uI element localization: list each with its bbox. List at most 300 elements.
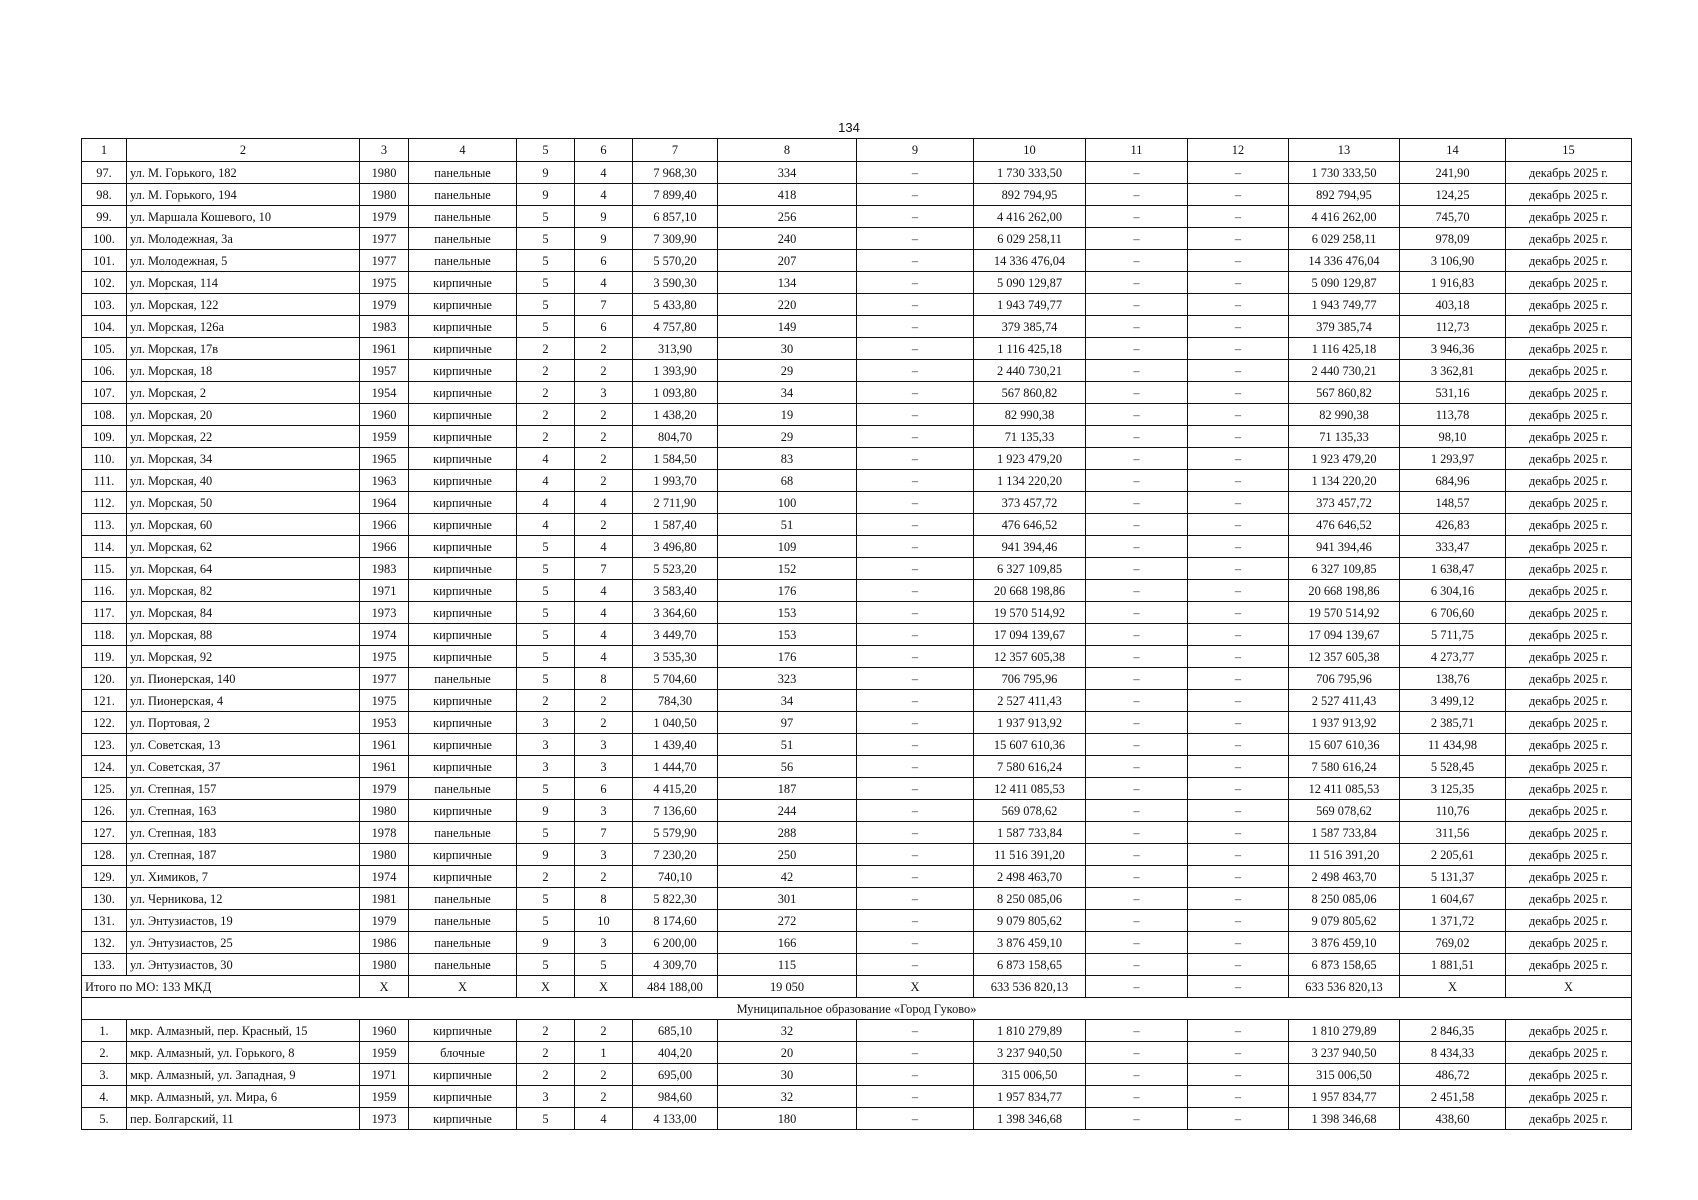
table-cell: декабрь 2025 г.: [1506, 360, 1632, 382]
table-cell: 6 200,00: [633, 932, 718, 954]
table-cell: ул. Молодежная, 5: [127, 250, 360, 272]
table-cell: 3 364,60: [633, 602, 718, 624]
table-cell: 15 607 610,36: [1289, 734, 1400, 756]
table-cell: 1 957 834,77: [1289, 1086, 1400, 1108]
table-cell: 941 394,46: [1289, 536, 1400, 558]
table-cell: 148,57: [1400, 492, 1506, 514]
table-row: [82, 536, 1632, 558]
table-cell: 7: [575, 294, 633, 316]
table-cell: 122.: [82, 712, 127, 734]
table-cell: 3 876 459,10: [974, 932, 1086, 954]
table-cell: ул. Энтузиастов, 25: [127, 932, 360, 954]
table-cell: ул. Портовая, 2: [127, 712, 360, 734]
table-cell: 6 327 109,85: [1289, 558, 1400, 580]
table-cell: декабрь 2025 г.: [1506, 558, 1632, 580]
table-cell: ул. Морская, 40: [127, 470, 360, 492]
table-cell: 5 090 129,87: [974, 272, 1086, 294]
table-cell: 3 237 940,50: [974, 1042, 1086, 1064]
table-cell: 20 668 198,86: [974, 580, 1086, 602]
table-cell: 9: [575, 228, 633, 250]
table-cell: 4: [575, 492, 633, 514]
table-cell: 1 438,20: [633, 404, 718, 426]
table-row: [82, 360, 1632, 382]
table-cell: –: [1188, 184, 1289, 206]
table-row: [82, 866, 1632, 888]
table-cell: декабрь 2025 г.: [1506, 624, 1632, 646]
table-cell: декабрь 2025 г.: [1506, 602, 1632, 624]
table-cell: 5: [517, 139, 575, 162]
table-cell: –: [1086, 734, 1188, 756]
table-cell: 6 029 258,11: [1289, 228, 1400, 250]
table-cell: 1 587,40: [633, 514, 718, 536]
table-cell: 567 860,82: [1289, 382, 1400, 404]
table-cell: –: [1188, 932, 1289, 954]
table-cell: –: [1188, 580, 1289, 602]
table-cell: –: [857, 866, 974, 888]
table-cell: –: [1188, 536, 1289, 558]
table-row: [82, 844, 1632, 866]
table-cell: –: [857, 1086, 974, 1108]
table-cell: 187: [718, 778, 857, 800]
table-cell: 124.: [82, 756, 127, 778]
table-row: [82, 624, 1632, 646]
table-row: [82, 778, 1632, 800]
table-cell: –: [1188, 338, 1289, 360]
table-cell: 2: [575, 866, 633, 888]
table-cell: 1971: [360, 580, 409, 602]
table-cell: 1978: [360, 822, 409, 844]
table-cell: 2: [575, 1064, 633, 1086]
table-cell: 1974: [360, 866, 409, 888]
table-cell: 138,76: [1400, 668, 1506, 690]
table-row: [82, 382, 1632, 404]
table-cell: 3: [517, 734, 575, 756]
table-cell: декабрь 2025 г.: [1506, 294, 1632, 316]
table-cell: 1960: [360, 404, 409, 426]
table-cell: 476 646,52: [1289, 514, 1400, 536]
table-cell: 2: [127, 139, 360, 162]
table-cell: 1 730 333,50: [1289, 162, 1400, 184]
table-cell: кирпичные: [409, 844, 517, 866]
table-cell: 2: [517, 426, 575, 448]
table-cell: –: [1188, 778, 1289, 800]
table-cell: X: [575, 976, 633, 998]
table-cell: 4: [575, 1108, 633, 1130]
table-cell: –: [857, 690, 974, 712]
table-cell: 1953: [360, 712, 409, 734]
table-cell: 82 990,38: [1289, 404, 1400, 426]
table-cell: ул. Энтузиастов, 30: [127, 954, 360, 976]
table-cell: 10: [575, 910, 633, 932]
table-cell: 12 411 085,53: [1289, 778, 1400, 800]
table-cell: декабрь 2025 г.: [1506, 888, 1632, 910]
table-row: [82, 756, 1632, 778]
table-cell: 2: [575, 404, 633, 426]
table-cell: 3: [575, 844, 633, 866]
table-row: [82, 558, 1632, 580]
table-cell: кирпичные: [409, 756, 517, 778]
table-cell: 1977: [360, 250, 409, 272]
table-cell: 176: [718, 646, 857, 668]
table-cell: –: [1086, 448, 1188, 470]
table-cell: 4: [575, 272, 633, 294]
table-cell: 176: [718, 580, 857, 602]
table-cell: ул. Морская, 88: [127, 624, 360, 646]
table-cell: –: [1188, 250, 1289, 272]
table-cell: 2.: [82, 1042, 127, 1064]
table-cell: X: [517, 976, 575, 998]
table-cell: 1 923 479,20: [974, 448, 1086, 470]
table-cell: декабрь 2025 г.: [1506, 1064, 1632, 1086]
table-cell: ул. Морская, 62: [127, 536, 360, 558]
table-cell: 1959: [360, 1042, 409, 1064]
table-cell: –: [1086, 206, 1188, 228]
table-cell: 115.: [82, 558, 127, 580]
table-cell: 6: [575, 139, 633, 162]
table-cell: 333,47: [1400, 536, 1506, 558]
table-cell: 2 385,71: [1400, 712, 1506, 734]
table-cell: 633 536 820,13: [974, 976, 1086, 998]
table-cell: 3: [575, 382, 633, 404]
table-cell: 29: [718, 360, 857, 382]
table-cell: кирпичные: [409, 1020, 517, 1042]
table-cell: кирпичные: [409, 316, 517, 338]
table-cell: 8 174,60: [633, 910, 718, 932]
table-cell: 9: [517, 932, 575, 954]
table-cell: 120.: [82, 668, 127, 690]
table-cell: 1954: [360, 382, 409, 404]
table-cell: –: [1188, 1064, 1289, 1086]
table-cell: –: [857, 228, 974, 250]
table-cell: 9: [517, 844, 575, 866]
table-cell: 2 527 411,43: [974, 690, 1086, 712]
table-cell: мкр. Алмазный, ул. Западная, 9: [127, 1064, 360, 1086]
table-cell: 8: [575, 668, 633, 690]
table-cell: 984,60: [633, 1086, 718, 1108]
table-cell: 1 444,70: [633, 756, 718, 778]
table-cell: 98.: [82, 184, 127, 206]
table-cell: 240: [718, 228, 857, 250]
table-cell: декабрь 2025 г.: [1506, 492, 1632, 514]
table-cell: 1971: [360, 1064, 409, 1086]
table-row: [82, 668, 1632, 690]
table-cell: 4 309,70: [633, 954, 718, 976]
table-cell: 118.: [82, 624, 127, 646]
table-cell: 941 394,46: [974, 536, 1086, 558]
table-cell: 3 946,36: [1400, 338, 1506, 360]
table-cell: 4 415,20: [633, 778, 718, 800]
table-cell: 109: [718, 536, 857, 558]
table-cell: 1 093,80: [633, 382, 718, 404]
table-cell: –: [1188, 316, 1289, 338]
table-cell: 1983: [360, 316, 409, 338]
table-cell: 438,60: [1400, 1108, 1506, 1130]
table-cell: 11 516 391,20: [974, 844, 1086, 866]
table-cell: 103.: [82, 294, 127, 316]
table-row: [82, 272, 1632, 294]
table-cell: 1 134 220,20: [1289, 470, 1400, 492]
table-cell: 8 250 085,06: [1289, 888, 1400, 910]
table-cell: X: [1400, 976, 1506, 998]
table-cell: 2: [517, 338, 575, 360]
table-cell: кирпичные: [409, 448, 517, 470]
table-cell: 4: [517, 470, 575, 492]
table-cell: 373 457,72: [1289, 492, 1400, 514]
table-cell: 2: [517, 360, 575, 382]
table-cell: 5 523,20: [633, 558, 718, 580]
table-cell: –: [1188, 558, 1289, 580]
table-row: [82, 954, 1632, 976]
table-cell: –: [1086, 558, 1188, 580]
table-cell: ул. Морская, 18: [127, 360, 360, 382]
table-cell: 531,16: [1400, 382, 1506, 404]
table-cell: кирпичные: [409, 866, 517, 888]
table-cell: кирпичные: [409, 492, 517, 514]
table-cell: 5: [517, 954, 575, 976]
table-cell: декабрь 2025 г.: [1506, 1086, 1632, 1108]
table-cell: 34: [718, 382, 857, 404]
table-cell: 153: [718, 624, 857, 646]
table-cell: 6 029 258,11: [974, 228, 1086, 250]
table-cell: 3 449,70: [633, 624, 718, 646]
table-cell: ул. Химиков, 7: [127, 866, 360, 888]
table-cell: 9: [517, 162, 575, 184]
table-cell: декабрь 2025 г.: [1506, 404, 1632, 426]
table-cell: 5 579,90: [633, 822, 718, 844]
table-cell: 1 730 333,50: [974, 162, 1086, 184]
table-cell: –: [857, 1064, 974, 1086]
table-cell: 1979: [360, 910, 409, 932]
table-cell: панельные: [409, 668, 517, 690]
table-cell: 2 440 730,21: [1289, 360, 1400, 382]
table-cell: 3: [575, 800, 633, 822]
table-cell: ул. Морская, 64: [127, 558, 360, 580]
table-cell: –: [857, 668, 974, 690]
table-cell: –: [857, 558, 974, 580]
table-cell: кирпичные: [409, 360, 517, 382]
table-cell: 3.: [82, 1064, 127, 1086]
table-cell: 4 133,00: [633, 1108, 718, 1130]
table-cell: –: [1086, 888, 1188, 910]
table-cell: 1 923 479,20: [1289, 448, 1400, 470]
table-cell: ул. Степная, 187: [127, 844, 360, 866]
table-cell: кирпичные: [409, 470, 517, 492]
table-cell: 2 498 463,70: [974, 866, 1086, 888]
table-cell: 633 536 820,13: [1289, 976, 1400, 998]
table-cell: 29: [718, 426, 857, 448]
table-cell: –: [857, 184, 974, 206]
table-row: [82, 712, 1632, 734]
table-cell: –: [857, 734, 974, 756]
table-cell: –: [1086, 492, 1188, 514]
table-cell: 2: [517, 1042, 575, 1064]
table-cell: 12 411 085,53: [974, 778, 1086, 800]
table-cell: декабрь 2025 г.: [1506, 712, 1632, 734]
table-row: [82, 184, 1632, 206]
table-cell: 108.: [82, 404, 127, 426]
table-row: [82, 404, 1632, 426]
table-cell: 1 040,50: [633, 712, 718, 734]
table-row: [82, 514, 1632, 536]
table-cell: 123.: [82, 734, 127, 756]
table-row: [82, 580, 1632, 602]
table-cell: –: [1086, 756, 1188, 778]
table-cell: кирпичные: [409, 272, 517, 294]
table-cell: 769,02: [1400, 932, 1506, 954]
table-cell: 1961: [360, 756, 409, 778]
table-cell: –: [1086, 1086, 1188, 1108]
table-cell: ул. М. Горького, 182: [127, 162, 360, 184]
table-cell: 51: [718, 514, 857, 536]
section-title: Муниципальное образование «Город Гуково»: [82, 998, 1632, 1020]
table-cell: декабрь 2025 г.: [1506, 514, 1632, 536]
table-cell: 14: [1400, 139, 1506, 162]
table-cell: ул. Молодежная, 3а: [127, 228, 360, 250]
table-cell: 2: [575, 448, 633, 470]
table-row: [82, 1108, 1632, 1130]
table-cell: 379 385,74: [974, 316, 1086, 338]
table-cell: 5: [517, 778, 575, 800]
table-cell: 7 230,20: [633, 844, 718, 866]
table-cell: –: [1188, 360, 1289, 382]
table-cell: ул. Морская, 34: [127, 448, 360, 470]
table-cell: ул. М. Горького, 194: [127, 184, 360, 206]
table-cell: –: [1188, 1020, 1289, 1042]
table-cell: 106.: [82, 360, 127, 382]
table-cell: –: [857, 1020, 974, 1042]
table-cell: 98,10: [1400, 426, 1506, 448]
table-cell: –: [1188, 910, 1289, 932]
table-cell: 105.: [82, 338, 127, 360]
table-cell: 3 106,90: [1400, 250, 1506, 272]
table-cell: декабрь 2025 г.: [1506, 822, 1632, 844]
table-cell: 102.: [82, 272, 127, 294]
table-cell: –: [857, 316, 974, 338]
table-cell: декабрь 2025 г.: [1506, 910, 1632, 932]
table-cell: 1 810 279,89: [974, 1020, 1086, 1042]
table-cell: 9 079 805,62: [974, 910, 1086, 932]
table-cell: –: [1086, 822, 1188, 844]
table-cell: 5: [517, 250, 575, 272]
table-cell: 1975: [360, 690, 409, 712]
table-cell: –: [1086, 514, 1188, 536]
table-cell: 4: [409, 139, 517, 162]
table-cell: 2 451,58: [1400, 1086, 1506, 1108]
table-cell: 1 957 834,77: [974, 1086, 1086, 1108]
table-cell: кирпичные: [409, 294, 517, 316]
table-cell: 315 006,50: [1289, 1064, 1400, 1086]
table-cell: 1980: [360, 162, 409, 184]
table-cell: 14 336 476,04: [974, 250, 1086, 272]
table-cell: 403,18: [1400, 294, 1506, 316]
table-cell: –: [857, 382, 974, 404]
table-cell: мкр. Алмазный, ул. Горького, 8: [127, 1042, 360, 1064]
table-cell: 5: [575, 954, 633, 976]
table-cell: кирпичные: [409, 1108, 517, 1130]
table-cell: 892 794,95: [1289, 184, 1400, 206]
table-cell: Итого по МО: 133 МКД: [82, 976, 360, 998]
table-cell: ул. Морская, 92: [127, 646, 360, 668]
table-cell: 4: [575, 184, 633, 206]
table-cell: кирпичные: [409, 338, 517, 360]
table-cell: –: [1086, 228, 1188, 250]
table-cell: 3 499,12: [1400, 690, 1506, 712]
table-cell: 1980: [360, 800, 409, 822]
table-cell: 20: [718, 1042, 857, 1064]
table-cell: 4: [575, 536, 633, 558]
table-cell: кирпичные: [409, 536, 517, 558]
table-cell: 5: [517, 294, 575, 316]
table-cell: 20 668 198,86: [1289, 580, 1400, 602]
table-row: [82, 932, 1632, 954]
table-cell: кирпичные: [409, 580, 517, 602]
table-cell: 1 916,83: [1400, 272, 1506, 294]
table-row: [82, 1064, 1632, 1086]
table-cell: –: [857, 360, 974, 382]
table-cell: 1980: [360, 954, 409, 976]
table-cell: 2: [517, 404, 575, 426]
table-cell: –: [1188, 888, 1289, 910]
table-cell: декабрь 2025 г.: [1506, 316, 1632, 338]
table-cell: декабрь 2025 г.: [1506, 734, 1632, 756]
table-cell: ул. Черникова, 12: [127, 888, 360, 910]
table-cell: декабрь 2025 г.: [1506, 206, 1632, 228]
table-cell: 2: [517, 1020, 575, 1042]
table-cell: –: [857, 536, 974, 558]
table-cell: 272: [718, 910, 857, 932]
table-row: [82, 910, 1632, 932]
table-cell: кирпичные: [409, 404, 517, 426]
table-cell: кирпичные: [409, 690, 517, 712]
table-cell: –: [1188, 734, 1289, 756]
table-cell: 2: [575, 470, 633, 492]
total-row: [82, 976, 1632, 998]
table-cell: 100.: [82, 228, 127, 250]
table-cell: 3 535,30: [633, 646, 718, 668]
table-cell: 695,00: [633, 1064, 718, 1086]
table-cell: –: [1188, 162, 1289, 184]
table-cell: 4 273,77: [1400, 646, 1506, 668]
table-cell: –: [857, 492, 974, 514]
table-cell: –: [1188, 426, 1289, 448]
table-cell: 6 327 109,85: [974, 558, 1086, 580]
table-cell: 1 116 425,18: [974, 338, 1086, 360]
table-row: [82, 338, 1632, 360]
table-cell: 2: [575, 1086, 633, 1108]
table-cell: 241,90: [1400, 162, 1506, 184]
table-row: [82, 448, 1632, 470]
table-cell: –: [1188, 668, 1289, 690]
table-cell: 706 795,96: [1289, 668, 1400, 690]
table-cell: –: [857, 1108, 974, 1130]
table-cell: –: [1188, 844, 1289, 866]
table-cell: 7: [575, 822, 633, 844]
table-cell: –: [1188, 514, 1289, 536]
table-cell: декабрь 2025 г.: [1506, 272, 1632, 294]
table-cell: 8: [718, 139, 857, 162]
table-cell: 2: [517, 690, 575, 712]
table-cell: панельные: [409, 250, 517, 272]
table-cell: кирпичные: [409, 602, 517, 624]
table-cell: –: [857, 470, 974, 492]
table-cell: 153: [718, 602, 857, 624]
table-cell: 1963: [360, 470, 409, 492]
table-cell: –: [1086, 778, 1188, 800]
table-cell: 7 309,90: [633, 228, 718, 250]
table-cell: 5: [517, 272, 575, 294]
table-cell: 117.: [82, 602, 127, 624]
table-cell: –: [1086, 624, 1188, 646]
